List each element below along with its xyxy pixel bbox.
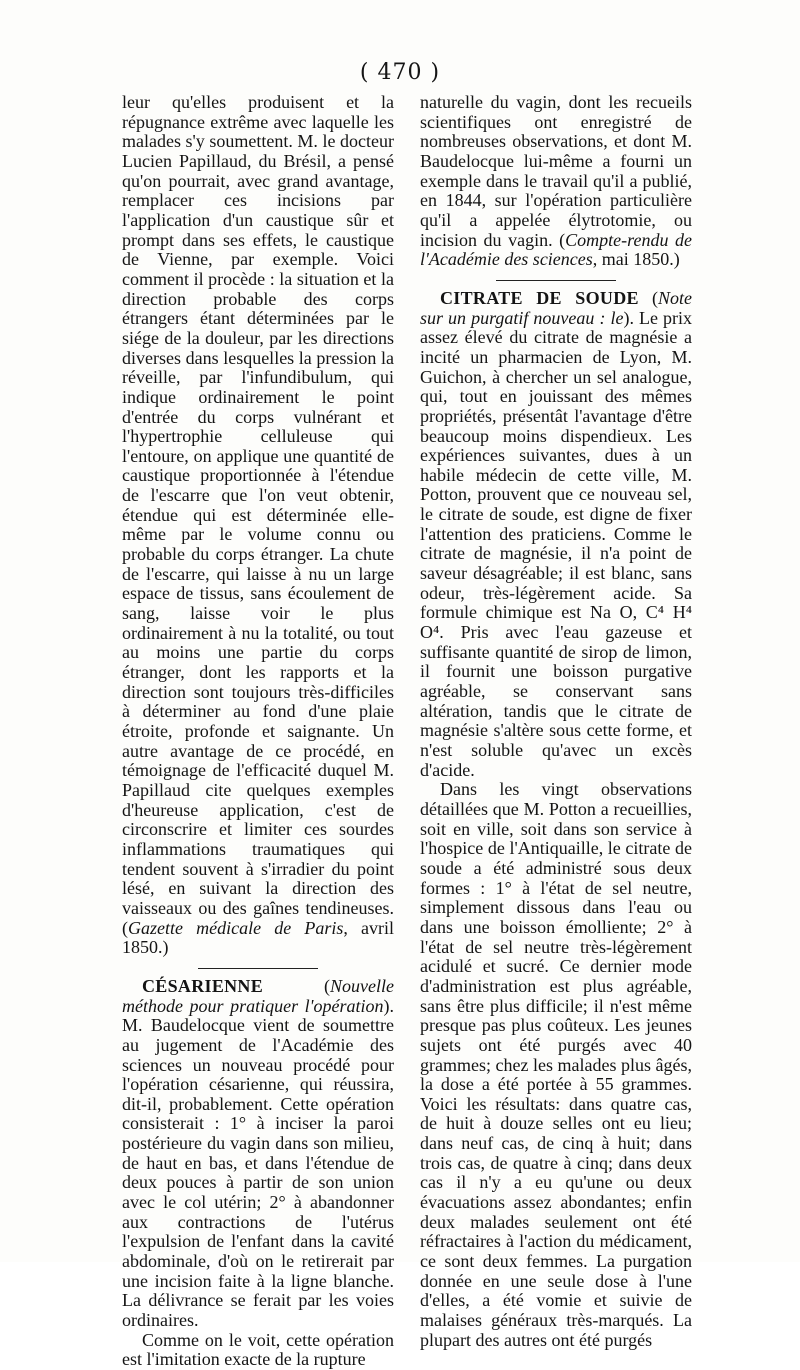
paren-open: ( (263, 975, 331, 996)
citation-date: , mai 1850.) (592, 249, 680, 270)
paren-close: ). (623, 307, 639, 328)
paragraph-continuation (420, 93, 692, 270)
section-citrate-de-soude (420, 289, 692, 780)
section-cesarienne (122, 977, 394, 1331)
left-column (122, 93, 394, 1370)
paragraph-foreign-bodies (122, 93, 394, 958)
section-divider (198, 968, 318, 969)
paragraph-text: leur qu'elles produisent et la répugnance extrême avec laquelle les malades s'y soumettent. M. le docteur Lucien Papillaud, du Brésil, a pensé qu'on pourrait, avec grand avantage, remplacer ces incisions par l'application d'un caustique sûr et prompt dans ses effets, le caustique de Vienne, par exemple. Voici comment il procède : la situation et la direction probable des corps étrangers étant déterminées par le siége de la douleur, par les directions diverses dans lesquelles la pression la réveille, par l'infundibulum, qui indique ordinairement le point d'entrée du corps vulnérant et l'hypertrophie celluleuse qui l'entoure, on applique une quantité de caustique proportionnée à l'étendue de l'escarre que l'on veut obtenir, étendue qui est déterminée elle-même par le volume connu ou probable du corps étranger. La chute de l'escarre, qui laisse à nu un large espace de tissus, sans écoulement de sang, laisse voir le plus ordinairement à nu la totalité, ou tout au moins une partie du corps étranger, dont les rapports et la direction sont toujours très-difficiles à déterminer au fond d'une plaie étroite, profonde et saignante. Un autre avantage de ce procédé, en témoignage de l'efficacité duquel M. Papillaud cite quelques exemples d'heureuse application, c'est de circonscrire et limiter ces sourdes inflammations traumatiques qui tendent souvent à s'irradier du point lésé, en suivant la direction des vaisseaux ou des gaînes tendineuses. ( (122, 92, 394, 938)
paragraph-text: naturelle du vagin, dont les recueils scientifiques ont enregistré de nombreuses observations, et dont M. Baudelocque lui-même a fourni un exemple dans le travail qu'il a publié, en 1844, sur l'opération particulière qu'il a appelée élytrotomie, ou incision du vagin. ( (420, 92, 692, 250)
paren-close: ). (383, 995, 394, 1016)
section-subtitle: Nouvelle méthode pour pratiquer l'opération (122, 975, 394, 1016)
page-number: ( 470 ) (359, 60, 441, 85)
paragraph-text: Le prix assez élevé du citrate de magnésie a incité un pharmacien de Lyon, M. Guichon, à chercher un sel analogue, qui, tout en jouissant des mêmes propriétés, présentât l'avantage d'être beaucoup moins dispendieux. Les expériences suivantes, dues à un habile médecin de cette ville, M. Potton, prouvent que ce nouveau sel, le citrate de soude, est digne de fixer l'attention des praticiens. Comme le citrate de magnésie, il n'a point de saveur désagréable; il est blanc, sans odeur, très-légèrement acide. Sa formule chimique est Na O, C⁴ H⁴ O⁴. Pris avec l'eau gazeuse et suffisante quantité de sirop de limon, il fournit une boisson purgative agréable, se conservant sans altération, tandis que le citrate de magnésie s'altère sous cette forme, et n'est soluble qu'avec un excès d'acide. (420, 307, 693, 780)
section-subtitle: Note sur un purgatif nouveau : le (420, 287, 692, 328)
right-column (420, 93, 692, 1350)
source-citation: Gazette médicale de Paris (128, 917, 344, 938)
source-citation: Compte-rendu de l'Académie des sciences (420, 229, 692, 270)
paragraph-comment: Comme on le voit, cette opération est l'imitation exacte de la rupture (122, 1329, 394, 1370)
paragraph-text: M. Baudelocque vient de soumettre au jugement de l'Académie des sciences un nouveau procédé pour l'opération césarienne, qui réussira, dit-il, probablement. Cette opération consisterait : 1° à inciser la paroi postérieure du vagin dans son milieu, de haut en bas, et dans l'étendue de deux pouces à partir de son union avec le col utérin; 2° à abandonner aux contractions de l'utérus l'expulsion de l'enfant dans la cavité abdominale, d'où on le retirerait par une incision faite à la ligne blanche. La délivrance se ferait par les voies ordinaires. (122, 1015, 394, 1331)
section-divider (496, 280, 616, 281)
section-heading: CÉSARIENNE (142, 975, 264, 996)
section-heading: CITRATE DE SOUDE (440, 287, 639, 308)
citation-date: , avril 1850.) (122, 917, 394, 958)
paragraph-observations: Dans les vingt observations détaillées que M. Potton a recueillies, soit en ville, soit dans son service à l'hospice de l'Antiquaille, le citrate de soude a été administré sous deux formes : 1° à l'état de sel neutre, simplement dissous dans l'eau ou dans une boisson émolliente; 2° à l'état de sel neutre très-légèrement acidulé et sucré. Ce dernier mode d'administration est plus agréable, sans être plus difficile; il n'est même presque pas plus coûteux. Les jeunes sujets ont été purgés avec 40 grammes; chez les malades plus âgés, la dose a été portée à 55 grammes. Voici les résultats: dans quatre cas, de huit à douze selles ont eu lieu; dans neuf cas, de cinq à huit; dans trois cas, de quatre à cinq; dans deux cas il n'y a eu qu'une ou deux évacuations assez abondantes; enfin deux malades seulement ont été réfractaires à l'action du médicament, ce sont deux femmes. La purgation donnée en une seule dose à l'une d'elles, a été vomie et suivie de malaises généraux très-marqués. La plupart des autres ont été purgés (420, 779, 692, 1350)
paren-open: ( (638, 287, 658, 308)
